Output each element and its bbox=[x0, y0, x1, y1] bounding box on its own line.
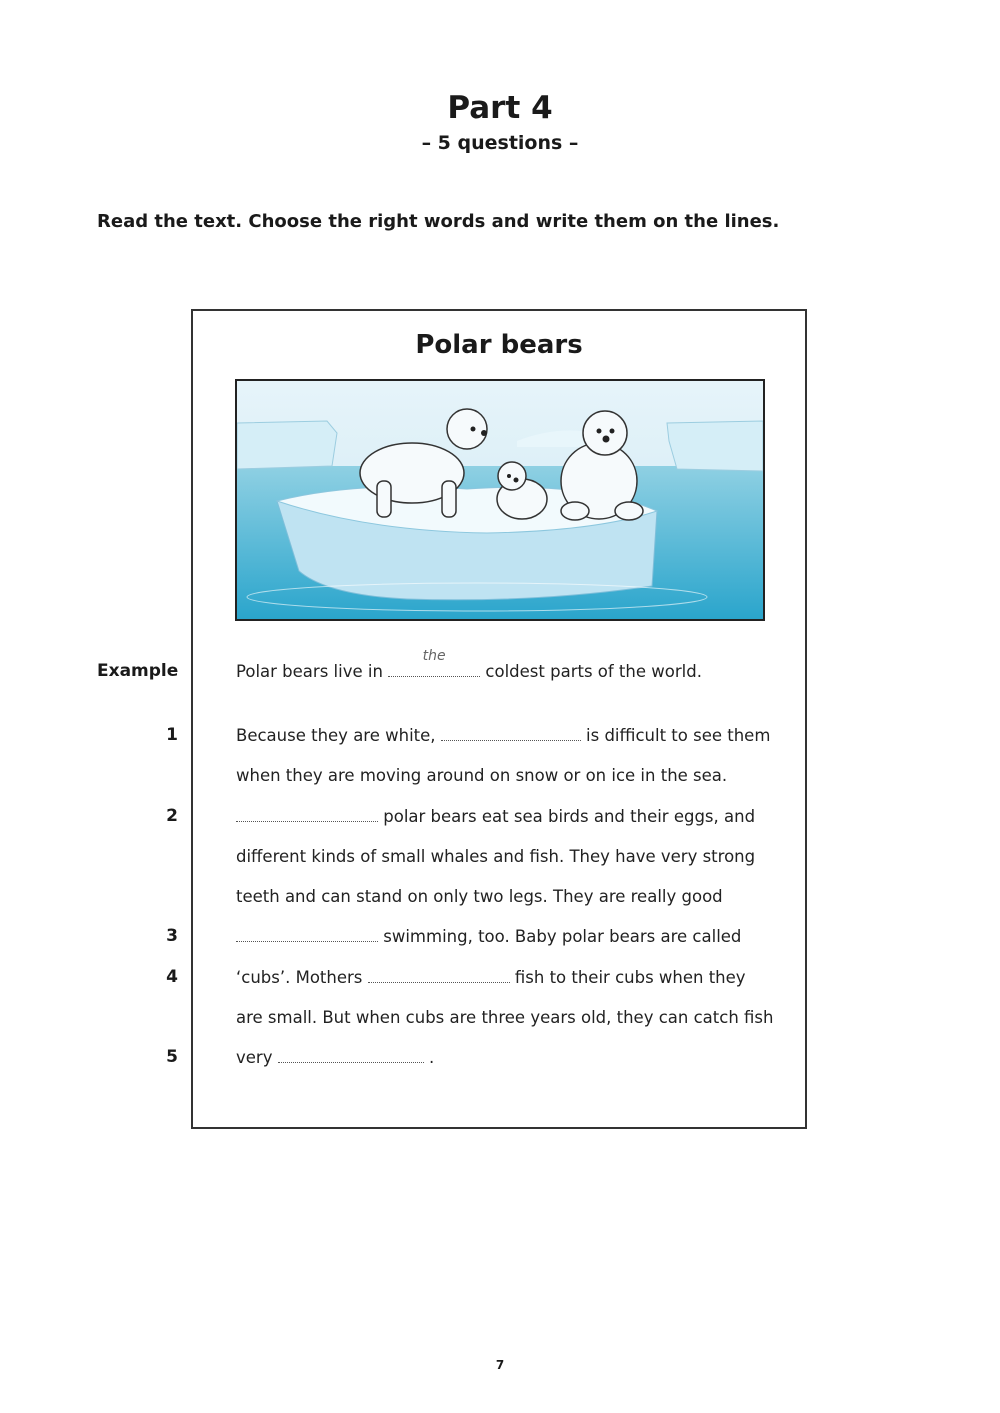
answer-blank-3[interactable] bbox=[236, 927, 378, 942]
answer-blank-2[interactable] bbox=[236, 807, 378, 822]
line-text: polar bears eat sea birds and their eggs, and bbox=[383, 807, 756, 826]
polar-bears-illustration bbox=[235, 379, 765, 621]
text-line-6 bbox=[236, 927, 741, 946]
answer-blank-5[interactable] bbox=[278, 1048, 424, 1063]
example-answer-blank bbox=[388, 648, 480, 677]
question-number-3: 3 bbox=[166, 926, 178, 946]
polar-bears-picture bbox=[237, 381, 763, 619]
line-text: very bbox=[236, 1048, 273, 1067]
question-number-4: 4 bbox=[166, 967, 178, 987]
line-text: ‘cubs’. Mothers bbox=[236, 968, 363, 987]
part-title: Part 4 bbox=[447, 90, 553, 126]
text-line-7 bbox=[236, 968, 746, 987]
answer-blank-4[interactable] bbox=[368, 968, 510, 983]
text-line-5: teeth and can stand on only two legs. They are really good bbox=[236, 887, 723, 906]
example-text-after: coldest parts of the world. bbox=[485, 662, 702, 681]
line-text: swimming, too. Baby polar bears are called bbox=[383, 927, 742, 946]
example-text-before: Polar bears live in bbox=[236, 662, 383, 681]
line-text: . bbox=[428, 1048, 435, 1067]
text-line-4: different kinds of small whales and fish. They have very strong bbox=[236, 847, 756, 866]
line-text: is difficult to see them bbox=[586, 726, 771, 745]
page-number: 7 bbox=[495, 1358, 505, 1372]
example-answer: the bbox=[422, 648, 446, 664]
text-line-9 bbox=[236, 1048, 434, 1067]
text-line-8: are small. But when cubs are three years old, they can catch fish bbox=[236, 1008, 774, 1027]
text-line-1 bbox=[236, 726, 770, 745]
instructions: Read the text. Choose the right words and write them on the lines. bbox=[97, 211, 780, 232]
text-line-2: when they are moving around on snow or on ice in the sea. bbox=[236, 766, 728, 785]
example-label: Example bbox=[97, 661, 179, 681]
text-line-3 bbox=[236, 807, 755, 826]
story-title: Polar bears bbox=[415, 330, 583, 360]
question-number-1: 1 bbox=[166, 725, 178, 745]
line-text: fish to their cubs when they bbox=[514, 968, 746, 987]
example-sentence bbox=[236, 648, 702, 681]
question-number-2: 2 bbox=[166, 806, 178, 826]
part-subtitle: – 5 questions – bbox=[421, 132, 579, 154]
question-number-5: 5 bbox=[166, 1047, 178, 1067]
answer-blank-1[interactable] bbox=[441, 726, 581, 741]
line-text: Because they are white, bbox=[236, 726, 436, 745]
